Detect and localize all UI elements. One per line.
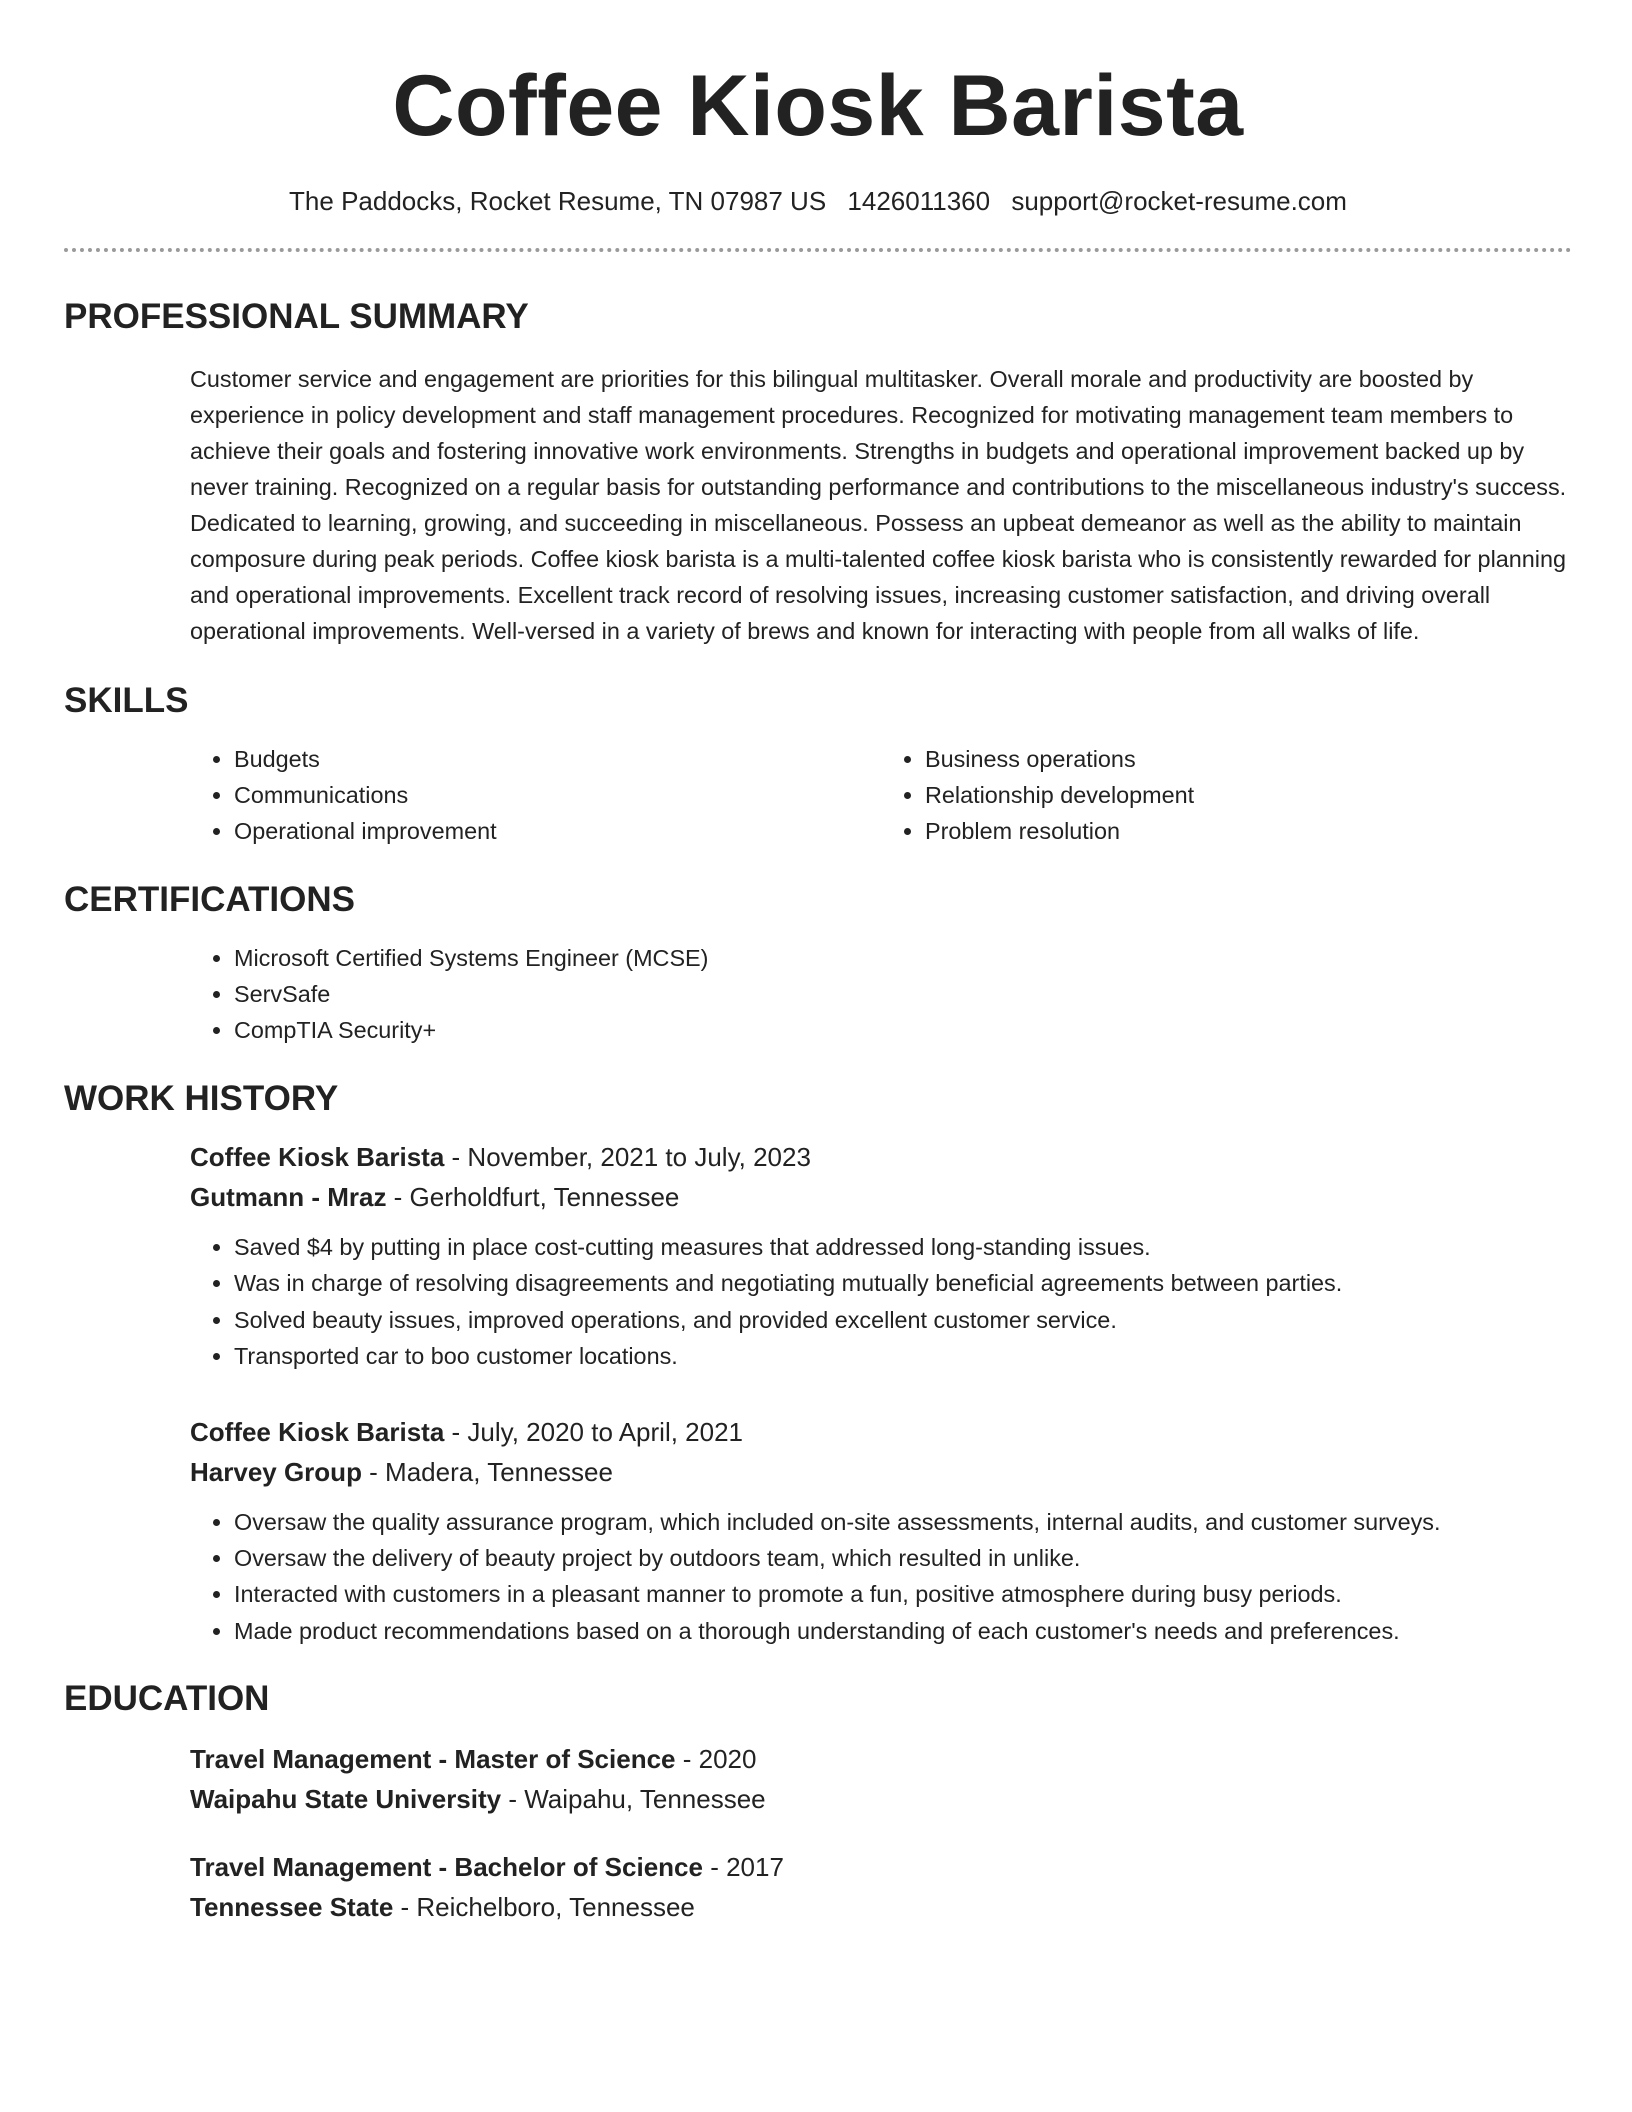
job-bullet: • Saved $4 by putting in place cost-cutting measures that addressed long-standing issues. [234,1229,1572,1265]
job-company-line [190,1177,1572,1217]
education-entry [190,1739,1572,1819]
skills-heading: SKILLS [64,681,189,720]
summary-text: Customer service and engagement are priorities for this bilingual multitasker. Overall morale and productivity are boosted by experience in policy development and staff management procedures. Recognized for motivating management team members to achieve their goals and fostering innovative work environments. Strengths in budgets and operational improvement backed up by never training. Recognized on a regular basis for outstanding performance and contributions to the miscellaneous industry's success. Dedicated to learning, growing, and succeeding in miscellaneous. Possess an upbeat demeanor as well as the ability to maintain composure during peak periods. Coffee kiosk barista is a multi-talented coffee kiosk barista who is consistently rewarded for planning and operational improvements. Excellent track record of resolving issues, increasing customer satisfaction, and driving overall operational improvements. Well-versed in a variety of brews and known for interacting with people from all walks of life. [190,366,1567,644]
education-heading: EDUCATION [64,1678,270,1718]
skill-item: • Communications [234,777,881,813]
education-year: - 2020 [675,1743,757,1774]
education-year: - 2017 [702,1851,784,1882]
skills-list [190,741,1572,850]
job-dates: - November, 2021 to July, 2023 [444,1142,811,1173]
education-location: - Waipahu, Tennessee [501,1783,766,1814]
contact-email: support@rocket-resume.com [1011,186,1347,216]
job-location: - Gerholdfurt, Tennessee [386,1182,680,1213]
job-title: Coffee Kiosk Barista [190,1417,445,1448]
contact-address: The Paddocks, Rocket Resume, TN 07987 US [289,186,827,216]
job-company-line [190,1452,1572,1492]
certification-item: • CompTIA Security+ [234,1012,1572,1048]
certification-item: • ServSafe [234,976,1572,1012]
education-degree-line [190,1847,1572,1887]
certification-item: • Microsoft Certified Systems Engineer (MCSE) [234,940,1572,976]
job-bullet: • Was in charge of resolving disagreements and negotiating mutually beneficial agreements between parties. [234,1265,1572,1301]
job-dates: - July, 2020 to April, 2021 [444,1417,744,1448]
job-company: Harvey Group [190,1457,362,1488]
education-entry [190,1847,1572,1927]
candidate-name: Coffee Kiosk Barista [392,58,1244,154]
education-school: Tennessee State [190,1891,394,1922]
contact-info [64,184,1572,218]
skill-item: • Problem resolution [925,813,1572,849]
education-degree-line [190,1739,1572,1779]
job-title-line [190,1137,1572,1177]
job-bullet: • Interacted with customers in a pleasant manner to promote a fun, positive atmosphere during busy periods. [234,1576,1572,1612]
education-school: Waipahu State University [190,1783,502,1814]
header-divider [64,248,1572,252]
job-company: Gutmann - Mraz [190,1182,387,1213]
education-school-line [190,1779,1572,1819]
certifications-list [190,940,1572,1049]
job-bullet: • Transported car to boo customer locations. [234,1338,1572,1374]
job-location: - Madera, Tennessee [361,1457,613,1488]
skills-column-right [881,741,1572,850]
job-bullet: • Made product recommendations based on a thorough understanding of each customer's needs and preferences. [234,1613,1572,1649]
skill-item: • Relationship development [925,777,1572,813]
job-title: Coffee Kiosk Barista [190,1142,445,1173]
education-location: - Reichelboro, Tennessee [393,1891,695,1922]
job-entry [190,1412,1572,1649]
job-entry [190,1137,1572,1374]
skill-item: • Budgets [234,741,881,777]
education-degree: Travel Management - Bachelor of Science [190,1851,703,1882]
work-history-heading: WORK HISTORY [64,1079,339,1119]
skill-item: • Operational improvement [234,813,881,849]
job-bullet: • Oversaw the delivery of beauty project by outdoors team, which resulted in unlike. [234,1540,1572,1576]
job-bullets [190,1504,1572,1649]
job-bullets [190,1229,1572,1374]
summary-heading: PROFESSIONAL SUMMARY [64,297,529,336]
job-title-line [190,1412,1572,1452]
job-bullet: • Solved beauty issues, improved operations, and provided excellent customer service. [234,1302,1572,1338]
skills-column-left [190,741,881,850]
education-school-line [190,1887,1572,1927]
certifications-heading: CERTIFICATIONS [64,879,356,919]
education-degree: Travel Management - Master of Science [190,1743,676,1774]
contact-phone: 1426011360 [847,186,991,216]
skill-item: • Business operations [925,741,1572,777]
job-bullet: • Oversaw the quality assurance program, which included on-site assessments, internal audits, and customer surveys. [234,1504,1572,1540]
resume-page [64,0,1572,1927]
